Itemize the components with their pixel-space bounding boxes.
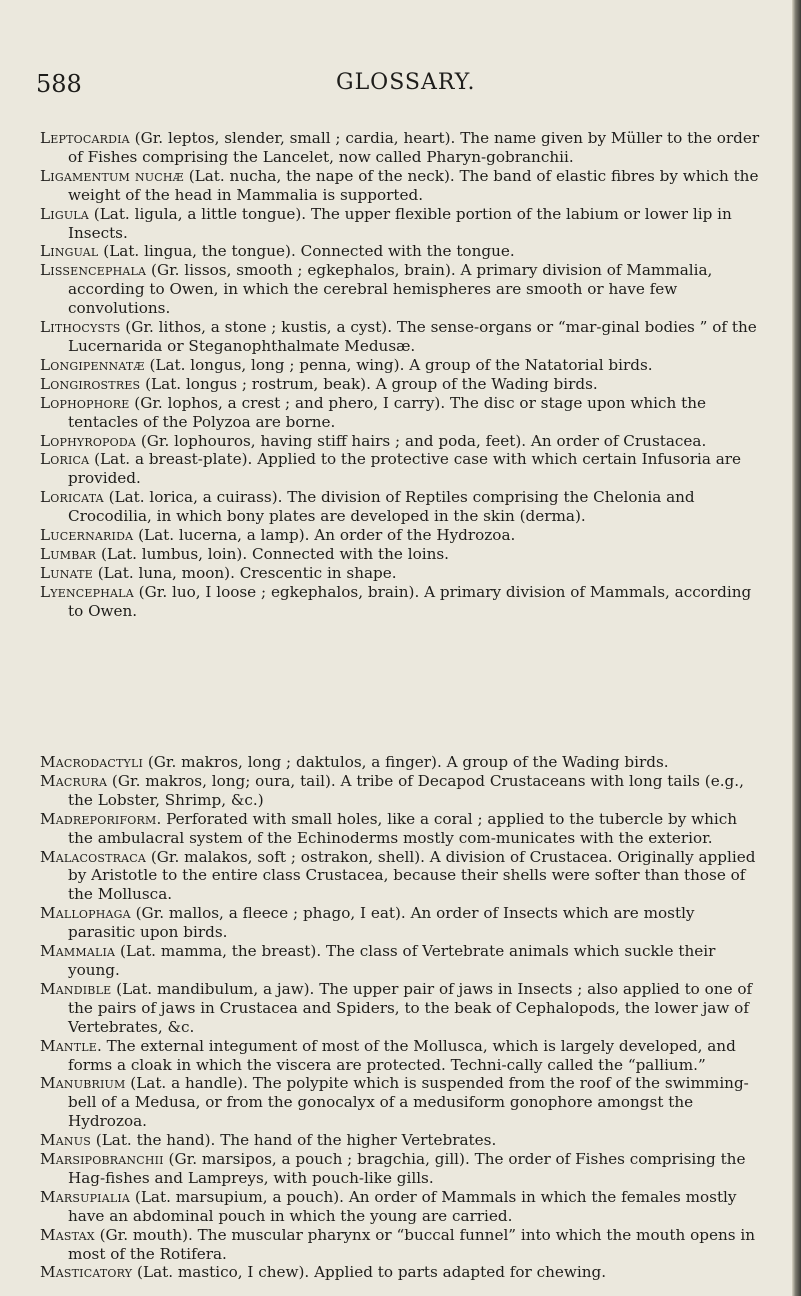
- glossary-section-l: [0, 129, 801, 621]
- entry-term: Lucernarida: [40, 526, 134, 545]
- entry-term: Marsupialia: [40, 1187, 131, 1206]
- entry-term: Mandible: [40, 979, 112, 998]
- glossary-entry: [0, 394, 801, 432]
- entry-definition: (Gr. marsipos, a pouch ; bragchia, gill). The order of Fishes comprising the Hag-fishes and Lampreys, with pouch-like gills.: [68, 1150, 746, 1187]
- entry-term: Lissencephala: [40, 261, 147, 280]
- glossary-entry: [0, 1150, 801, 1188]
- running-title: GLOSSARY.: [336, 70, 476, 95]
- entry-definition: (Lat. lumbus, loin). Connected with the loins.: [96, 544, 449, 563]
- entry-term: Mammalia: [40, 942, 116, 961]
- entry-term: Manubrium: [40, 1074, 126, 1093]
- entry-definition: (Gr. makros, long; oura, tail). A tribe of Decapod Crustaceans with long tails (e.g., the Lobster, Shrimp, &c.): [68, 771, 744, 809]
- entry-term: Madreporiform: [40, 809, 157, 828]
- glossary-entry: [0, 129, 801, 167]
- entry-term: Loricata: [40, 488, 104, 507]
- glossary-entry: [0, 488, 801, 526]
- entry-term: Lingual: [40, 242, 99, 261]
- entry-definition: (Lat. longus, long ; penna, wing). A group of the Natatorial birds.: [144, 355, 653, 374]
- entry-term: Mallophaga: [40, 904, 131, 923]
- entry-definition: (Lat. ligula, a little tongue). The upper flexible portion of the labium or lower lip in Insects.: [68, 204, 732, 242]
- glossary-entry: [0, 526, 801, 545]
- glossary-entry: [0, 942, 801, 980]
- entry-term: Longirostres: [40, 374, 141, 393]
- entry-definition: (Lat. marsupium, a pouch). An order of Mammals in which the females mostly have an abdominal pouch in which the young are carried.: [68, 1187, 737, 1225]
- entry-definition: (Gr. mallos, a fleece ; phago, I eat). An order of Insects which are mostly parasitic upon birds.: [68, 904, 695, 942]
- entry-definition: (Gr. leptos, slender, small ; cardia, heart). The name given by Müller to the order of Fishes comprising the Lancelet, now called Pharyn-gobranchii.: [68, 129, 760, 166]
- glossary-entry: [0, 1131, 801, 1150]
- entry-term: Lumbar: [40, 544, 97, 563]
- entry-definition: (Lat. the hand). The hand of the higher Vertebrates.: [90, 1131, 497, 1150]
- glossary-entry: [0, 318, 801, 356]
- entry-definition: (Lat. longus ; rostrum, beak). A group of the Wading birds.: [140, 374, 598, 393]
- entry-definition: (Gr. makros, long ; daktulos, a finger). A group of the Wading birds.: [143, 753, 669, 771]
- glossary-entry: [0, 848, 801, 905]
- glossary-entry: [0, 167, 801, 205]
- entry-definition: (Gr. lithos, a stone ; kustis, a cyst). The sense-organs or “mar-ginal bodies ” of the Lucernarida or Steganophthalmate Medusæ.: [68, 318, 757, 355]
- entry-definition: . Perforated with small holes, like a coral ; applied to the tubercle by which the ambulacral system of the Echinoderms mostly com-municates with the exterior.: [68, 809, 738, 847]
- glossary-entry: [0, 1037, 801, 1075]
- entry-term: Leptocardia: [40, 129, 130, 147]
- page-header: [36, 70, 761, 106]
- entry-definition: (Gr. lophos, a crest ; and phero, I carry). The disc or stage upon which the tentacles of the Polyzoa are borne.: [68, 393, 707, 431]
- glossary-entry: [0, 356, 801, 375]
- entry-definition: (Lat. a handle). The polypite which is suspended from the roof of the swimming-bell of a Medusa, or from the gonocalyx of a medusiform gonophore amongst the Hydrozoa.: [68, 1074, 749, 1131]
- entry-definition: (Lat. lingua, the tongue). Connected with the tongue.: [98, 242, 515, 261]
- entry-definition: . The external integument of most of the Mollusca, which is largely developed, and forms a cloak in which the viscera are protected. Techni-cally called the “pallium.”: [68, 1036, 736, 1074]
- entry-term: Masticatory: [40, 1263, 133, 1282]
- entry-definition: (Lat. mamma, the breast). The class of Vertebrate animals which suckle their young.: [68, 942, 716, 979]
- glossary-entry: [0, 1188, 801, 1226]
- glossary-section-m: [0, 753, 801, 1282]
- glossary-entry: [0, 904, 801, 942]
- entry-term: Longipennatæ: [40, 355, 145, 374]
- glossary-entry: [0, 1074, 801, 1131]
- entry-term: Marsipobranchii: [40, 1150, 164, 1169]
- entry-term: Lophyropoda: [40, 431, 137, 450]
- entry-definition: (Lat. mastico, I chew). Applied to parts adapted for chewing.: [132, 1263, 607, 1282]
- entry-term: Macrodactyli: [40, 753, 144, 771]
- glossary-entry: [0, 810, 801, 848]
- entry-definition: (Gr. luo, I loose ; egkephalos, brain). A primary division of Mammals, according to Owen.: [68, 582, 752, 620]
- page-edge-shadow: [792, 0, 801, 1296]
- entry-term: Manus: [40, 1131, 91, 1150]
- entry-term: Ligula: [40, 204, 89, 223]
- entry-term: Mantle: [40, 1036, 97, 1055]
- entry-term: Lithocysts: [40, 318, 121, 337]
- glossary-entry: [0, 980, 801, 1037]
- entry-term: Lorica: [40, 450, 90, 469]
- entry-definition: (Lat. mandibulum, a jaw). The upper pair of jaws in Insects ; also applied to one of the pairs of jaws in Crustacea and Spiders, to the beak of Cephalopods, the lower jaw of Vertebrates, &c.: [68, 979, 753, 1036]
- entry-term: Malacostraca: [40, 847, 147, 866]
- glossary-entry: [0, 375, 801, 394]
- glossary-entry: [0, 432, 801, 451]
- entry-definition: (Lat. a breast-plate). Applied to the protective case with which certain Infusoria are provided.: [68, 450, 742, 488]
- glossary-entry: [0, 1226, 801, 1264]
- entry-term: Macrura: [40, 771, 108, 790]
- glossary-entry: [0, 545, 801, 564]
- glossary-entry: [0, 1263, 801, 1282]
- entry-term: Lophophore: [40, 393, 130, 412]
- entry-definition: (Lat. lorica, a cuirass). The division of Reptiles comprising the Chelonia and Crocodilia, in which bony plates are developed in the skin (derma).: [68, 488, 695, 526]
- entry-definition: (Gr. lophouros, having stiff hairs ; and poda, feet). An order of Crustacea.: [136, 431, 707, 450]
- page-number: 588: [36, 70, 82, 98]
- entry-term: Lunate: [40, 563, 93, 582]
- glossary-entry: [0, 772, 801, 810]
- glossary-entry: [0, 242, 801, 261]
- entry-definition: (Gr. mouth). The muscular pharynx or “buccal funnel” into which the mouth opens in most of the Rotifera.: [68, 1225, 755, 1263]
- entry-definition: (Lat. luna, moon). Crescentic in shape.: [92, 563, 397, 582]
- entry-term: Mastax: [40, 1225, 95, 1244]
- entry-term: Lyencephala: [40, 582, 134, 601]
- glossary-entry: [0, 261, 801, 318]
- entry-definition: (Gr. malakos, soft ; ostrakon, shell). A division of Crustacea. Originally applied by Aristotle to the entire class Crustacea, because their shells were softer than those of the Mollusca.: [68, 847, 756, 904]
- glossary-entry: [0, 753, 801, 772]
- glossary-entry: [0, 205, 801, 243]
- glossary-entry: [0, 450, 801, 488]
- entry-definition: (Gr. lissos, smooth ; egkephalos, brain). A primary division of Mammalia, according to Owen, in which the cerebral hemispheres are smooth or have few convolutions.: [68, 261, 713, 318]
- entry-term: Ligamentum nuchæ: [40, 166, 184, 185]
- glossary-entry: [0, 564, 801, 583]
- entry-definition: (Lat. lucerna, a lamp). An order of the Hydrozoa.: [133, 526, 516, 545]
- glossary-entry: [0, 583, 801, 621]
- entry-definition: (Lat. nucha, the nape of the neck). The band of elastic fibres by which the weight of the head in Mammalia is supported.: [68, 166, 759, 204]
